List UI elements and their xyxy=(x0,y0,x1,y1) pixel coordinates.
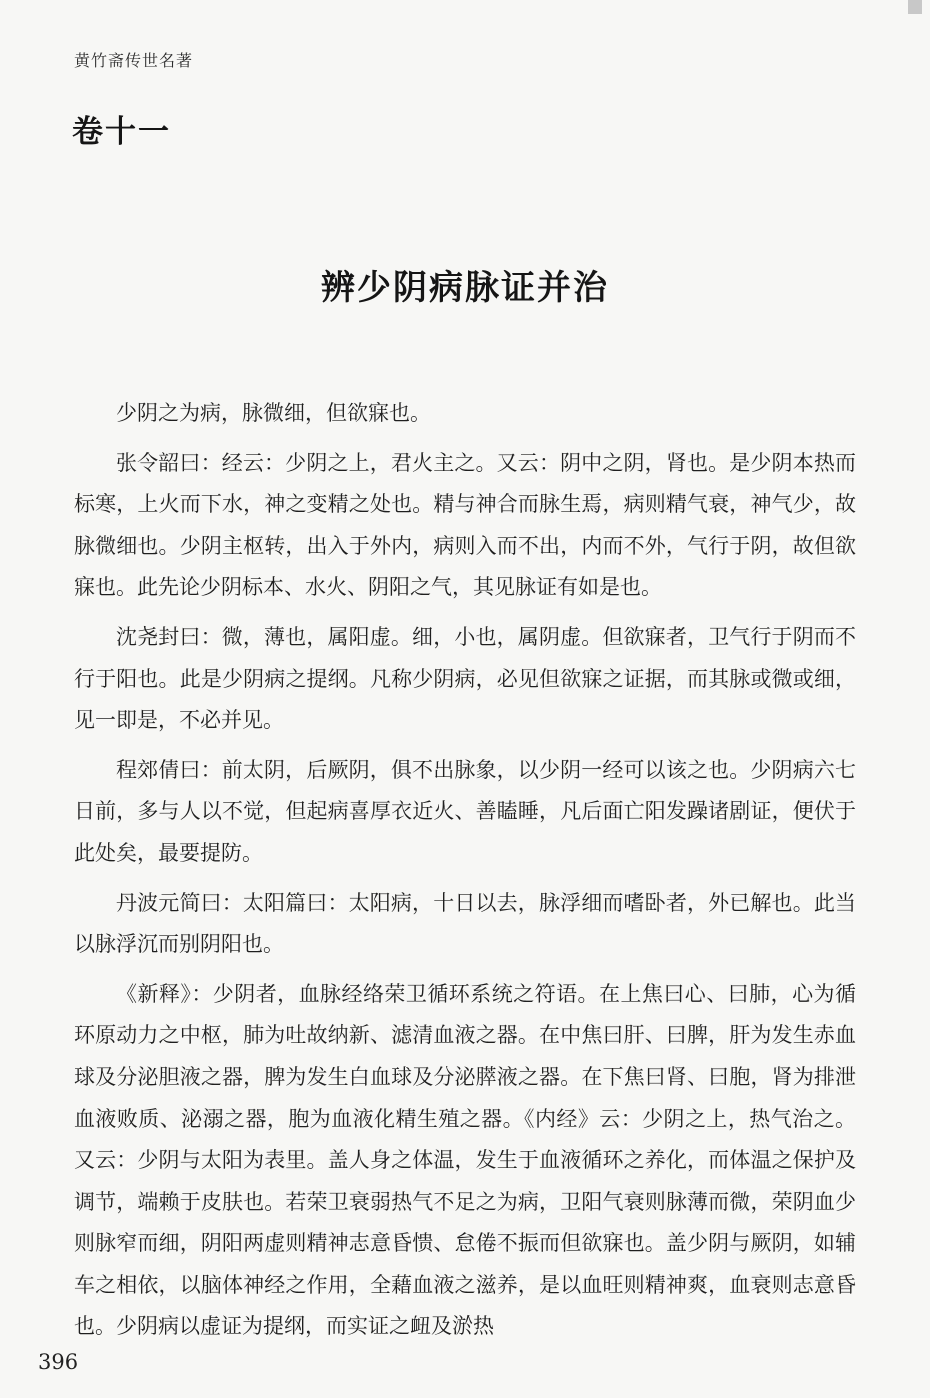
body-text xyxy=(74,393,856,1356)
volume-title: 卷十一 xyxy=(72,114,171,150)
scan-edge-mark xyxy=(908,0,922,14)
paragraph: 程郊倩曰：前太阴，后厥阴，俱不出脉象，以少阴一经可以该之也。少阴病六七日前，多与人以不觉，但起病喜厚衣近火、善瞌睡，凡后面亡阳发躁诸剧证，便伏于此处矣，最要提防。 xyxy=(74,757,856,865)
running-head: 黄竹斋传世名著 xyxy=(74,51,194,70)
paragraph: 张令韶曰：经云：少阴之上，君火主之。又云：阴中之阴，肾也。是少阴本热而标寒，上火而下水，神之变精之处也。精与神合而脉生焉，病则精气衰，神气少，故脉微细也。少阴主枢转，出入于外内，病则入而不出，内而不外，气行于阴，故但欲寐也。此先论少阴标本、水火、阴阳之气，其见脉证有如是也。 xyxy=(74,450,856,600)
paragraph: 少阴之为病，脉微细，但欲寐也。 xyxy=(116,401,431,425)
section-title: 辨少阴病脉证并治 xyxy=(321,268,609,308)
paragraph: 丹波元简曰：太阳篇曰：太阳病，十日以去，脉浮细而嗜卧者，外已解也。此当以脉浮沉而别阴阳也。 xyxy=(74,890,856,957)
paragraph: 《新释》：少阴者，血脉经络荣卫循环系统之符语。在上焦曰心、曰肺，心为循环原动力之中枢，肺为吐故纳新、滤清血液之器。在中焦曰肝、曰脾，肝为发生赤血球及分泌胆液之器，脾为发生白血球及分泌膵液之器。在下焦曰肾、曰胞，肾为排泄血液败质、泌溺之器，胞为血液化精生殖之器。《内经》云：少阴之上，热气治之。又云：少阴与太阳为表里。盖人身之体温，发生于血液循环之养化，而体温之保护及调节，端赖于皮肤也。若荣卫衰弱热气不足之为病，卫阳气衰则脉薄而微，荣阴血少则脉窄而细，阴阳两虚则精神志意昏愦、怠倦不振而但欲寐也。盖少阴与厥阴，如辅车之相依，以脑体神经之作用，全藉血液之滋养，是以血旺则精神爽，血衰则志意昏也。少阴病以虚证为提纲，而实证之衄及淤热 xyxy=(74,981,856,1339)
page-number: 396 xyxy=(38,1350,79,1374)
paragraph: 沈尧封曰：微，薄也，属阳虚。细，小也，属阴虚。但欲寐者，卫气行于阴而不行于阳也。此是少阴病之提纲。凡称少阴病，必见但欲寐之证据，而其脉或微或细，见一即是，不必并见。 xyxy=(74,624,856,733)
